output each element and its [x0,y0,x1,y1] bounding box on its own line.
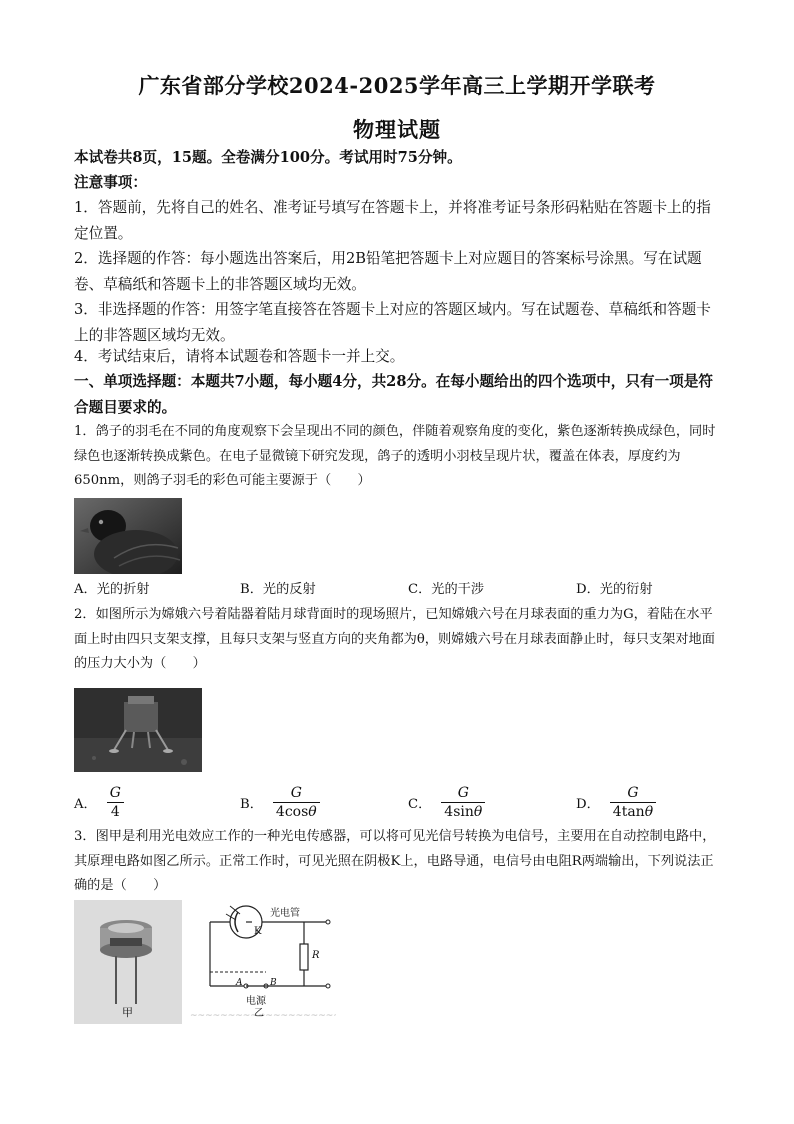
exam-title: 广东省部分学校2024-2025学年高三上学期开学联考 [138,73,656,98]
option-letter: A． [74,797,97,812]
question-1-options [74,578,724,602]
den-coef: 4 [275,804,285,820]
cathode-label: K [254,926,262,937]
note-item: 3．非选择题的作答：用签字笔直接答在答题卡上对应的答题区域内。写在试题卷、草稿纸和答题卡上的非答题区域均无效。 [74,301,711,344]
question-1-text: 1．鸽子的羽毛在不同的角度观察下会呈现出不同的颜色，伴随着观察角度的变化，紫色逐渐转换成绿色，同时绿色也逐渐转换成紫色。在电子显微镜下研究发现，鸽子的透明小羽枝呈现片状，覆盖在体表，厚度约为650nm，则鸽子羽毛的彩色可能主要源于（ ） [74,424,716,488]
question-2-options [74,784,724,828]
numerator: G [627,785,639,801]
den-coef: 4 [444,804,454,820]
circuit-diagram [186,900,336,1024]
den-func: sin [453,804,474,820]
tube-label: 光电管 [270,908,300,919]
numerator: G [109,785,121,801]
den-func: cos [284,804,309,820]
option-c[interactable]: C．光的干涉 [408,582,485,597]
option-d[interactable] [576,784,656,821]
pigeon-photo [74,498,182,574]
exam-summary: 本试卷共8页，15题。全卷满分100分。考试用时75分钟。 [74,149,462,166]
fraction [441,784,485,821]
den-coef: 4 [612,804,622,820]
option-c[interactable] [408,784,485,821]
question-3-text: 3．图甲是利用光电效应工作的一种光电传感器，可以将可见光信号转换为电信号，主要用在自动控制电路中，其原理电路如图乙所示。正常工作时，可见光照在阴极K上，电路导通，电信号由电阻R两端输出，下列说法正确的是（ ） [74,829,716,893]
power-source-label: 电源 [246,996,266,1007]
option-a[interactable]: A．光的折射 [74,582,150,597]
option-b[interactable]: B．光的反射 [240,582,316,597]
note-item: 1．答题前，先将自己的姓名、准考证号填写在答题卡上，并将准考证号条形码粘贴在答题卡上的指定位置。 [74,199,711,242]
figure-label-jia: 甲 [122,1006,133,1019]
sensor-photo [74,900,182,1024]
lander-photo [74,688,202,772]
den-var: θ [473,804,483,820]
option-d[interactable]: D．光的衍射 [576,582,653,597]
option-letter: C． [408,797,432,812]
option-letter: D． [576,797,600,812]
numerator: G [290,785,302,801]
option-letter: B． [240,797,263,812]
fraction [107,784,124,821]
terminal-a-label: A [236,978,243,988]
numerator: G [457,785,469,801]
den-func: tan [621,804,645,820]
fraction [610,784,656,821]
denominator [610,802,656,821]
notes-heading: 注意事项： [74,174,147,191]
denominator [107,802,124,821]
den-var: θ [644,804,654,820]
den-var: θ [308,804,317,820]
question-2-text: 2．如图所示为嫦娥六号着陆器着陆月球背面时的现场照片，已知嫦娥六号在月球表面的重力为G，着陆在水平面上时由四只支架支撑，且每只支架与竖直方向的夹角都为θ，则嫦娥六号在月球表面静止时，每只支架对地面的压力大小为（ ） [74,607,715,671]
resistor-label: R [312,950,320,961]
note-item: 2．选择题的作答：每小题选出答案后，用2B铅笔把答题卡上对应题目的答案标号涂黑。写在试题卷、草稿纸和答题卡上的非答题区域均无效。 [74,250,702,293]
svg-text:~~~~~~~~~~~~~~~~~~~~~~~: ~~~~~~~~~~~~~~~~~~~ [190,1011,334,1021]
option-a[interactable] [74,784,124,821]
fraction [273,784,320,821]
den-coef: 4 [110,804,120,820]
terminal-b-label: B [270,978,277,988]
section-heading: 一、单项选择题：本题共7小题，每小题4分，共28分。在每小题给出的四个选项中，只有一项是符合题目要求的。 [74,373,713,416]
figure-label-yi: 乙 [254,1008,264,1019]
exam-subject: 物理试题 [353,117,441,142]
denominator [273,802,320,821]
note-item: 4．考试结束后，请将本试题卷和答题卡一并上交。 [74,348,405,365]
option-b[interactable] [240,784,320,821]
denominator [441,802,485,821]
